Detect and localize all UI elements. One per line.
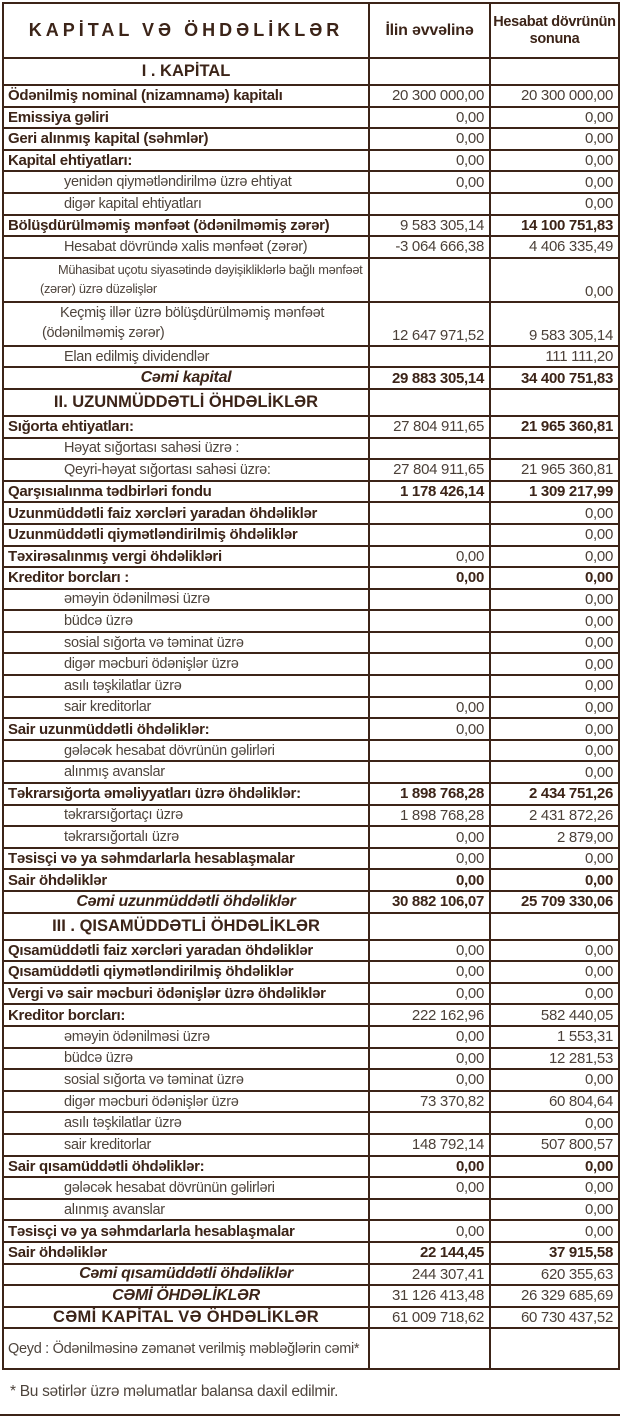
value-beginning-of-year: -3 064 666,38: [369, 236, 490, 258]
value-beginning-of-year: [369, 653, 490, 675]
table-row-item: [3, 567, 619, 589]
bottom-divider: [0, 1414, 620, 1416]
value-end-of-period: 0,00: [490, 697, 619, 719]
table-row-sub: [3, 193, 619, 215]
value-end-of-period: 0,00: [490, 589, 619, 611]
value-end-of-period: 0,00: [490, 610, 619, 632]
table-row-item: [3, 128, 619, 150]
row-label: CƏMİ KAPİTAL VƏ ÖHDƏLİKLƏR: [3, 1307, 369, 1329]
table-header: [3, 3, 619, 58]
value-end-of-period: 0,00: [490, 546, 619, 568]
value-beginning-of-year: [369, 389, 490, 416]
value-beginning-of-year: [369, 1199, 490, 1221]
value-beginning-of-year: 0,00: [369, 1177, 490, 1199]
value-end-of-period: 0,00: [490, 1177, 619, 1199]
value-beginning-of-year: 61 009 718,62: [369, 1307, 490, 1329]
row-label: Təsisçi və ya səhmdarlarla hesablaşmalar: [3, 848, 369, 870]
value-beginning-of-year: 31 126 413,48: [369, 1285, 490, 1307]
value-end-of-period: 507 800,57: [490, 1134, 619, 1156]
value-end-of-period: 0,00: [490, 1112, 619, 1134]
value-end-of-period: [490, 913, 619, 940]
table-row-sub: [3, 346, 619, 368]
table-row-sub: [3, 761, 619, 783]
table-row-total: [3, 367, 619, 389]
value-end-of-period: 0,00: [490, 1220, 619, 1242]
value-end-of-period: 0,00: [490, 128, 619, 150]
table-row-grand: [3, 1307, 619, 1329]
row-label: əməyin ödənilməsi üzrə: [3, 1026, 369, 1048]
table-row-total: [3, 891, 619, 913]
value-beginning-of-year: [369, 913, 490, 940]
value-beginning-of-year: [369, 193, 490, 215]
value-end-of-period: [490, 1328, 619, 1369]
value-beginning-of-year: 20 300 000,00: [369, 85, 490, 107]
value-beginning-of-year: [369, 1328, 490, 1369]
value-beginning-of-year: 0,00: [369, 961, 490, 983]
value-beginning-of-year: [369, 1112, 490, 1134]
row-label: yenidən qiymətləndirilmə üzrə ehtiyat: [3, 171, 369, 193]
table-row-sub: [3, 632, 619, 654]
row-label: CƏMİ ÖHDƏLİKLƏR: [3, 1285, 369, 1307]
row-label: Qeyd : Ödənilməsinə zəmanət verilmiş məbləğlərin cəmi*: [3, 1328, 369, 1369]
value-end-of-period: 0,00: [490, 740, 619, 762]
row-label: büdcə üzrə: [3, 610, 369, 632]
row-label: digər kapital ehtiyatları: [3, 193, 369, 215]
value-beginning-of-year: [369, 589, 490, 611]
row-label: Sair öhdəliklər: [3, 869, 369, 891]
table-row-item: [3, 848, 619, 870]
value-end-of-period: 0,00: [490, 193, 619, 215]
value-beginning-of-year: 0,00: [369, 1026, 490, 1048]
row-label: III . QISAMÜDDƏTLİ ÖHDƏLİKLƏR: [3, 913, 369, 940]
row-label: Uzunmüddətli qiymətləndirilmiş öhdəliklər: [3, 524, 369, 546]
value-beginning-of-year: 27 804 911,65: [369, 416, 490, 438]
value-beginning-of-year: 0,00: [369, 718, 490, 740]
value-end-of-period: 0,00: [490, 961, 619, 983]
value-beginning-of-year: 9 583 305,14: [369, 215, 490, 237]
row-label: Cəmi kapital: [3, 367, 369, 389]
value-beginning-of-year: 30 882 106,07: [369, 891, 490, 913]
value-beginning-of-year: 22 144,45: [369, 1242, 490, 1264]
value-beginning-of-year: [369, 502, 490, 524]
row-label: Bölüşdürülməmiş mənfəət (ödənilməmiş zərər): [3, 215, 369, 237]
row-label: II. UZUNMÜDDƏTLİ ÖHDƏLİKLƏR: [3, 389, 369, 416]
value-end-of-period: 2 879,00: [490, 826, 619, 848]
value-end-of-period: 20 300 000,00: [490, 85, 619, 107]
table-row-item: [3, 869, 619, 891]
row-label: Qısamüddətli qiymətləndirilmiş öhdəliklər: [3, 961, 369, 983]
table-body: [3, 58, 619, 1369]
value-beginning-of-year: 12 647 971,52: [369, 302, 490, 346]
row-label: I . KAPİTAL: [3, 58, 369, 85]
table-row-sub: [3, 610, 619, 632]
row-label: əməyin ödənilməsi üzrə: [3, 589, 369, 611]
value-end-of-period: 9 583 305,14: [490, 302, 619, 346]
value-beginning-of-year: 0,00: [369, 869, 490, 891]
value-beginning-of-year: 0,00: [369, 150, 490, 172]
table-row-note: [3, 1328, 619, 1369]
value-beginning-of-year: [369, 740, 490, 762]
row-label: sosial sığorta və təminat üzrə: [3, 1069, 369, 1091]
table-row-sub: [3, 171, 619, 193]
value-beginning-of-year: 0,00: [369, 128, 490, 150]
table-row-section: [3, 389, 619, 416]
value-end-of-period: 0,00: [490, 258, 619, 302]
value-end-of-period: 14 100 751,83: [490, 215, 619, 237]
row-label: Təxirəsalınmış vergi öhdəlikləri: [3, 546, 369, 568]
value-end-of-period: 60 804,64: [490, 1091, 619, 1113]
value-end-of-period: 0,00: [490, 653, 619, 675]
balance-sheet-table: [2, 2, 620, 1370]
value-end-of-period: 1 553,31: [490, 1026, 619, 1048]
value-end-of-period: 21 965 360,81: [490, 416, 619, 438]
table-row-item: [3, 481, 619, 503]
value-end-of-period: 111 111,20: [490, 346, 619, 368]
row-label: sair kreditorlar: [3, 697, 369, 719]
value-end-of-period: 0,00: [490, 171, 619, 193]
value-end-of-period: 0,00: [490, 983, 619, 1005]
table-row-sub: [3, 1048, 619, 1070]
value-end-of-period: 0,00: [490, 632, 619, 654]
row-label: gələcək hesabat dövrünün gəlirləri: [3, 1177, 369, 1199]
value-end-of-period: 0,00: [490, 1069, 619, 1091]
table-row-sub: [3, 459, 619, 481]
row-label: digər məcburi ödənişlər üzrə: [3, 653, 369, 675]
value-end-of-period: 4 406 335,49: [490, 236, 619, 258]
header-row: [3, 3, 619, 58]
table-row-sub: [3, 653, 619, 675]
table-row-section: [3, 913, 619, 940]
row-label: təkrarsığortaçı üzrə: [3, 805, 369, 827]
table-row-total: [3, 1264, 619, 1286]
value-end-of-period: 0,00: [490, 1156, 619, 1178]
row-label: alınmış avanslar: [3, 761, 369, 783]
table-row-sub: [3, 675, 619, 697]
row-label: Sair qısamüddətli öhdəliklər:: [3, 1156, 369, 1178]
row-label: gələcək hesabat dövrünün gəlirləri: [3, 740, 369, 762]
table-row-item: [3, 783, 619, 805]
row-label: Kreditor borcları:: [3, 1004, 369, 1026]
value-end-of-period: 0,00: [490, 150, 619, 172]
value-beginning-of-year: 244 307,41: [369, 1264, 490, 1286]
table-row-sub: [3, 589, 619, 611]
value-beginning-of-year: [369, 346, 490, 368]
table-row-item: [3, 107, 619, 129]
value-end-of-period: 582 440,05: [490, 1004, 619, 1026]
table-row-sub: [3, 1177, 619, 1199]
value-beginning-of-year: 0,00: [369, 983, 490, 1005]
row-label: Uzunmüddətli faiz xərcləri yaradan öhdəliklər: [3, 502, 369, 524]
table-row-sub: [3, 826, 619, 848]
value-beginning-of-year: 1 898 768,28: [369, 805, 490, 827]
value-beginning-of-year: 0,00: [369, 567, 490, 589]
value-end-of-period: [490, 438, 619, 460]
table-row-item: [3, 416, 619, 438]
row-label: Qısamüddətli faiz xərcləri yaradan öhdəliklər: [3, 940, 369, 962]
value-end-of-period: 0,00: [490, 761, 619, 783]
value-end-of-period: 0,00: [490, 675, 619, 697]
row-label: Emissiya gəliri: [3, 107, 369, 129]
value-end-of-period: 0,00: [490, 567, 619, 589]
value-beginning-of-year: [369, 675, 490, 697]
value-beginning-of-year: 222 162,96: [369, 1004, 490, 1026]
value-end-of-period: [490, 389, 619, 416]
table-row-item: [3, 961, 619, 983]
value-end-of-period: 1 309 217,99: [490, 481, 619, 503]
row-label: Kapital ehtiyatları:: [3, 150, 369, 172]
value-beginning-of-year: 0,00: [369, 848, 490, 870]
value-end-of-period: 37 915,58: [490, 1242, 619, 1264]
row-label: Vergi və sair məcburi ödənişlər üzrə öhdəliklər: [3, 983, 369, 1005]
footnote-text: * Bu sətirlər üzrə məlumatlar balansa daxil edilmir.: [10, 1383, 339, 1401]
table-row-item: [3, 718, 619, 740]
value-beginning-of-year: 1 178 426,14: [369, 481, 490, 503]
table-row-sub: [3, 697, 619, 719]
value-beginning-of-year: 148 792,14: [369, 1134, 490, 1156]
table-row-section: [3, 58, 619, 85]
row-label: Cəmi qısamüddətli öhdəliklər: [3, 1264, 369, 1286]
value-end-of-period: 2 434 751,26: [490, 783, 619, 805]
header-end-of-reporting-period: Hesabat dövrünün sonuna: [490, 3, 619, 58]
value-beginning-of-year: 0,00: [369, 697, 490, 719]
table-row-sub: [3, 1091, 619, 1113]
table-row-total: [3, 1285, 619, 1307]
table-row-item: [3, 502, 619, 524]
row-label: Qarşısıalınma tədbirləri fondu: [3, 481, 369, 503]
value-beginning-of-year: 0,00: [369, 1048, 490, 1070]
value-end-of-period: 620 355,63: [490, 1264, 619, 1286]
row-label: Kreditor borcları :: [3, 567, 369, 589]
value-end-of-period: 0,00: [490, 502, 619, 524]
value-end-of-period: 34 400 751,83: [490, 367, 619, 389]
table-row-item: [3, 1220, 619, 1242]
header-capital-and-liabilities: KAPİTAL VƏ ÖHDƏLİKLƏR: [3, 3, 369, 58]
row-label: Hesabat dövründə xalis mənfəət (zərər): [3, 236, 369, 258]
value-beginning-of-year: 0,00: [369, 1156, 490, 1178]
row-label: Sair öhdəliklər: [3, 1242, 369, 1264]
value-beginning-of-year: 0,00: [369, 546, 490, 568]
value-end-of-period: 0,00: [490, 940, 619, 962]
value-beginning-of-year: 0,00: [369, 1220, 490, 1242]
table-row-item: [3, 215, 619, 237]
row-label: Sığorta ehtiyatları:: [3, 416, 369, 438]
row-label: digər məcburi ödənişlər üzrə: [3, 1091, 369, 1113]
value-end-of-period: 60 730 437,52: [490, 1307, 619, 1329]
table-row-item: [3, 1004, 619, 1026]
row-label: Həyat sığortası sahəsi üzrə :: [3, 438, 369, 460]
table-row-item: [3, 524, 619, 546]
row-label: Geri alınmış kapital (səhmlər): [3, 128, 369, 150]
row-label: Ödənilmiş nominal (nizamnamə) kapitalı: [3, 85, 369, 107]
row-label: Təsisçi və ya səhmdarlarla hesablaşmalar: [3, 1220, 369, 1242]
row-label: təkrarsığortalı üzrə: [3, 826, 369, 848]
value-beginning-of-year: 29 883 305,14: [369, 367, 490, 389]
value-beginning-of-year: [369, 438, 490, 460]
value-beginning-of-year: 1 898 768,28: [369, 783, 490, 805]
table-row-sub: [3, 805, 619, 827]
table-row-sub: [3, 438, 619, 460]
table-row-item: [3, 546, 619, 568]
row-label: Mühasibat uçotu siyasətində dəyişikliklərlə bağlı mənfəət (zərər) üzrə düzəlişlər: [3, 258, 369, 302]
row-label: büdcə üzrə: [3, 1048, 369, 1070]
row-label: asılı təşkilatlar üzrə: [3, 1112, 369, 1134]
value-end-of-period: 25 709 330,06: [490, 891, 619, 913]
value-beginning-of-year: 0,00: [369, 171, 490, 193]
row-label: Təkrarsığorta əməliyyatları üzrə öhdəliklər:: [3, 783, 369, 805]
row-label: Keçmiş illər üzrə bölüşdürülməmiş mənfəət (ödənilməmiş zərər): [3, 302, 369, 346]
value-beginning-of-year: [369, 258, 490, 302]
value-beginning-of-year: [369, 524, 490, 546]
header-beginning-of-year: İlin əvvəlinə: [369, 3, 490, 58]
table-row-item: [3, 85, 619, 107]
row-label: sosial sığorta və təminat üzrə: [3, 632, 369, 654]
value-beginning-of-year: 0,00: [369, 1069, 490, 1091]
value-end-of-period: 26 329 685,69: [490, 1285, 619, 1307]
value-end-of-period: 2 431 872,26: [490, 805, 619, 827]
value-beginning-of-year: [369, 610, 490, 632]
value-end-of-period: 0,00: [490, 524, 619, 546]
value-beginning-of-year: [369, 58, 490, 85]
value-end-of-period: 0,00: [490, 869, 619, 891]
value-beginning-of-year: 73 370,82: [369, 1091, 490, 1113]
table-row-sub: [3, 236, 619, 258]
table-row-sub: [3, 1134, 619, 1156]
row-label: alınmış avanslar: [3, 1199, 369, 1221]
value-end-of-period: 0,00: [490, 107, 619, 129]
table-row-item: [3, 1156, 619, 1178]
table-row-sub: [3, 302, 619, 346]
row-label: Qeyri-həyat sığortası sahəsi üzrə:: [3, 459, 369, 481]
row-label: sair kreditorlar: [3, 1134, 369, 1156]
table-row-sub: [3, 1112, 619, 1134]
value-beginning-of-year: 0,00: [369, 107, 490, 129]
row-label: asılı təşkilatlar üzrə: [3, 675, 369, 697]
value-end-of-period: 21 965 360,81: [490, 459, 619, 481]
table-row-sub: [3, 1069, 619, 1091]
table-row-sub: [3, 740, 619, 762]
table-row-item: [3, 150, 619, 172]
value-beginning-of-year: 0,00: [369, 826, 490, 848]
value-beginning-of-year: 27 804 911,65: [369, 459, 490, 481]
value-end-of-period: 12 281,53: [490, 1048, 619, 1070]
value-end-of-period: [490, 58, 619, 85]
row-label: Sair uzunmüddətli öhdəliklər:: [3, 718, 369, 740]
table-row-sub: [3, 1199, 619, 1221]
value-beginning-of-year: [369, 632, 490, 654]
table-row-subsmall: [3, 258, 619, 302]
table-row-item: [3, 1242, 619, 1264]
value-beginning-of-year: [369, 761, 490, 783]
value-end-of-period: 0,00: [490, 718, 619, 740]
value-beginning-of-year: 0,00: [369, 940, 490, 962]
table-row-item: [3, 940, 619, 962]
table-row-sub: [3, 1026, 619, 1048]
value-end-of-period: 0,00: [490, 1199, 619, 1221]
table-row-item: [3, 983, 619, 1005]
row-label: Elan edilmiş dividendlər: [3, 346, 369, 368]
row-label: Cəmi uzunmüddətli öhdəliklər: [3, 891, 369, 913]
value-end-of-period: 0,00: [490, 848, 619, 870]
